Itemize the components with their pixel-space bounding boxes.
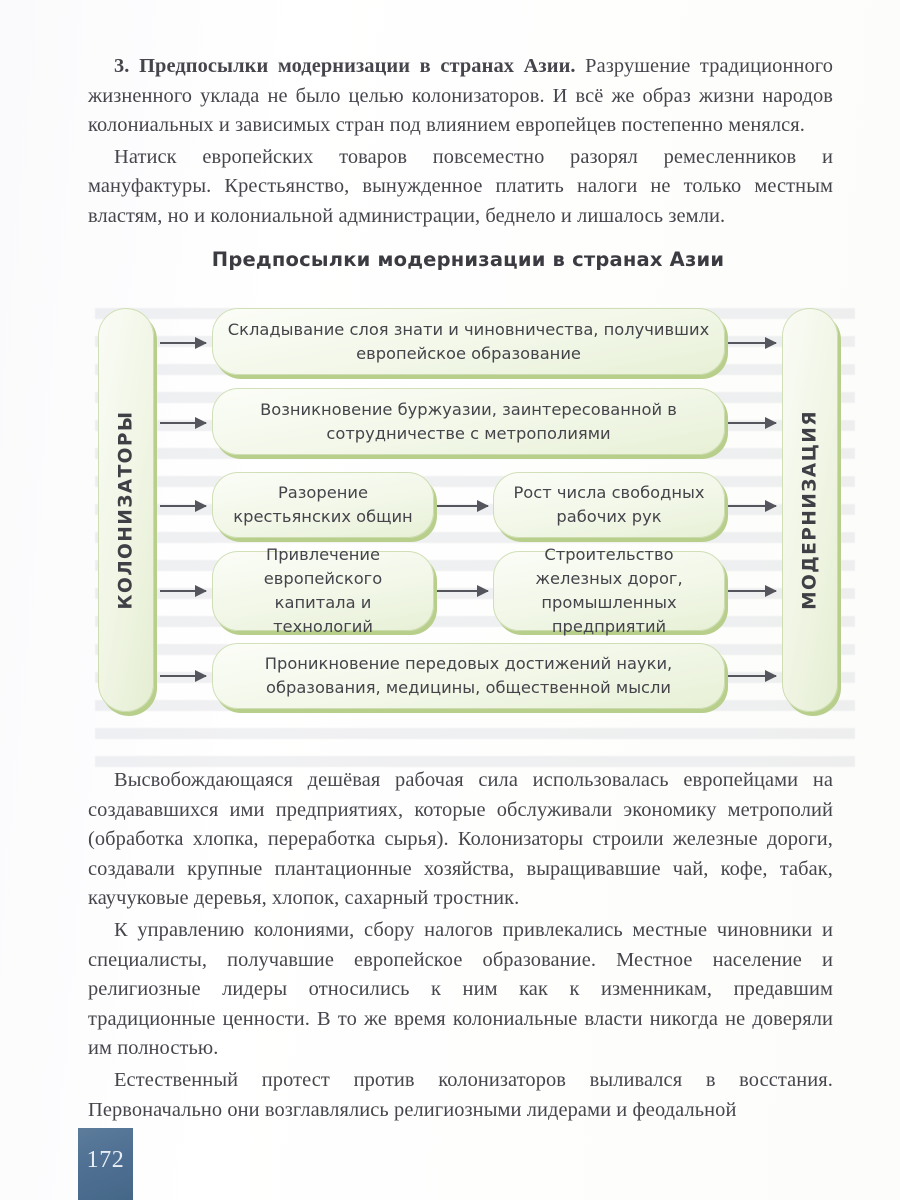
arrow-box6-to-right	[728, 590, 776, 592]
diagram-box-5-label: Привлечение европейского капитала и технологий	[263, 545, 383, 636]
bottom-text-block	[88, 766, 833, 1125]
diagram-box-2-label: Возникновение буржуазии, заинтересованной в сотрудничестве с метрополиями	[260, 399, 677, 443]
paragraph-1	[88, 52, 833, 141]
section-number: 3.	[114, 55, 130, 77]
diagram-canvas	[88, 300, 848, 720]
arrow-left-to-box7	[160, 675, 206, 677]
diagram-box-3-label: Разорение крестьянских общин	[233, 483, 413, 526]
diagram-right-label: МОДЕРНИЗАЦИЯ	[799, 410, 821, 610]
section-heading: Предпосылки модернизации в странах Азии.	[139, 55, 576, 77]
arrow-box4-to-right	[728, 505, 776, 507]
arrow-left-to-box5	[160, 590, 206, 592]
diagram-box-7-label: Проникновение передовых достижений науки, образования, медицины, общественной мысли	[264, 654, 673, 697]
arrow-left-to-box3	[160, 505, 206, 507]
diagram-box-4-label: Рост числа свободных рабочих рук	[513, 483, 705, 526]
paragraph-3: Высвобождающаяся дешёвая рабочая сила использовалась европейцами на создававшихся ими предприятиях, которые обслуживали экономику метрополий (обработка хлопка, переработка сырья). Колонизаторы строили железные дороги, создавали крупные плантационные хозяйства, выращивавшие чай, кофе, табак, каучуковые деревья, хлопок, сахарный тростник.	[88, 769, 833, 910]
diagram-box-1	[212, 308, 725, 375]
paragraph-2: Натиск европейских товаров повсеместно разорял ремесленников и мануфактуры. Крестьянство, вынужденное платить налоги не только местным властям, но и колониальной администрации, беднело и лишалось земли.	[88, 145, 833, 227]
diagram	[88, 248, 848, 738]
diagram-box-4	[493, 472, 725, 538]
diagram-title: Предпосылки модернизации в странах Азии	[211, 248, 725, 271]
diagram-box-6	[493, 545, 725, 636]
diagram-box-2	[212, 388, 725, 455]
arrow-box1-to-right	[728, 342, 776, 344]
diagram-box-5	[212, 545, 434, 636]
diagram-box-3	[212, 472, 434, 538]
paragraph-5: Естественный протест против колонизаторов выливался в восстания. Первоначально они возглавлялись религиозными лидерами и феодальной	[88, 1068, 833, 1121]
page-number: 172	[86, 1146, 125, 1173]
top-text-block	[88, 52, 833, 232]
paragraph-1-text: Разрушение традиционного жизненного уклада не было целью колонизаторов. И всё же образ жизни народов колониальных и зависимых стран под влиянием европейцев постепенно менялся.	[88, 55, 834, 137]
arrow-box7-to-right	[728, 675, 776, 677]
diagram-box-7	[212, 643, 725, 709]
arrow-box3-to-box4	[433, 505, 488, 507]
paragraph-4: К управлению колониями, сбору налогов привлекались местные чиновники и специалисты, получавшие европейское образование. Местное население и религиозные лидеры относились к ним как к изменникам, предавшим традиционные ценности. В то же время колониальные власти никогда не доверяли им полностью.	[88, 918, 833, 1060]
arrow-box2-to-right	[728, 422, 776, 424]
diagram-box-1-label: Складывание слоя знати и чиновничества, получивших европейское образование	[227, 319, 710, 363]
arrow-left-to-box2	[160, 422, 206, 424]
diagram-left-label: КОЛОНИЗАТОРЫ	[115, 410, 137, 610]
arrow-box5-to-box6	[433, 590, 488, 592]
page-number-block	[78, 1128, 133, 1200]
diagram-right-bar	[782, 308, 838, 712]
diagram-left-bar	[98, 308, 154, 712]
diagram-box-6-label: Строительство железных дорог, промышленных предприятий	[535, 545, 683, 636]
arrow-left-to-box1	[160, 342, 206, 344]
